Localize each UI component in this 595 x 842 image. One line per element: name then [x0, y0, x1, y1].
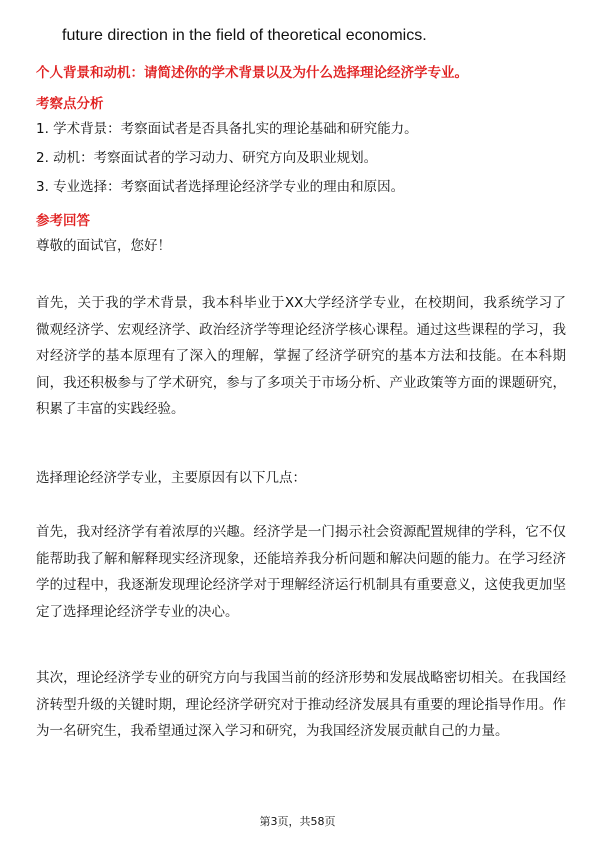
answer-paragraph: 首先，关于我的学术背景，我本科毕业于XX大学经济学专业，在校期间，我系统学习了微观经济学、宏观经济学、政治经济学等理论经济学核心课程。通过这些课程的学习，我对经济学的基本原理有了深入的理解，掌握了经济学研究的基本方法和技能。在本科期间，我还积极参与了学术研究，参与了多项关于市场分析、产业政策等方面的课题研究，积累了丰富的实践经验。	[36, 295, 566, 418]
analysis-item: 1. 学术背景：考察面试者是否具备扎实的理论基础和研究能力。	[36, 121, 418, 137]
analysis-item: 3. 专业选择：考察面试者选择理论经济学专业的理由和原因。	[36, 179, 405, 195]
answer-paragraph: 选择理论经济学专业，主要原因有以下几点：	[36, 470, 306, 486]
answer-heading: 参考回答	[36, 213, 90, 229]
answer-paragraph: 其次，理论经济学专业的研究方向与我国当前的经济形势和发展战略密切相关。在我国经济转型升级的关键时期，理论经济学研究对于推动经济发展具有重要的理论指导作用。作为一名研究生，我希望通过深入学习和研究，为我国经济发展贡献自己的力量。	[36, 670, 566, 740]
answer-paragraph: 首先，我对经济学有着浓厚的兴趣。经济学是一门揭示社会资源配置规律的学科，它不仅能帮助我了解和解释现实经济现象，还能培养我分析问题和解决问题的能力。在学习经济学的过程中，我逐渐发现理论经济学对于理解经济运行机制具有重要意义，这使我更加坚定了选择理论经济学专业的决心。	[36, 524, 566, 620]
analysis-item: 2. 动机：考察面试者的学习动力、研究方向及职业规划。	[36, 150, 378, 166]
question-heading: 个人背景和动机：请简述你的学术背景以及为什么选择理论经济学专业。	[36, 65, 468, 81]
intro-line: future direction in the field of theoretical economics.	[62, 27, 427, 44]
analysis-heading: 考察点分析	[36, 96, 104, 112]
answer-greeting: 尊敬的面试官，您好！	[36, 238, 171, 254]
page-number: 第3页，共58页	[259, 815, 336, 828]
